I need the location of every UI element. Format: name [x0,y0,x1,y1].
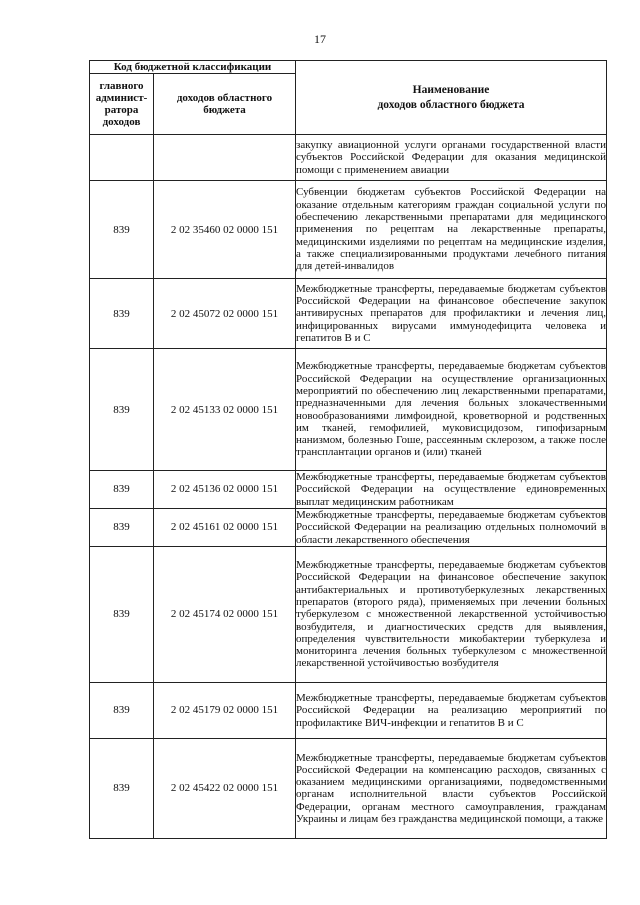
table-row [90,181,607,279]
table-row [90,738,607,838]
header-income-line-1: доходов областного [176,92,273,104]
table-row [90,135,607,181]
cell-income-name: Межбюджетные трансферты, передаваемые бюджетам субъектов Российской Федерации на осуществление единовременных выплат медицинским работникам [296,471,606,508]
cell-income-name: Межбюджетные трансферты, передаваемые бюджетам субъектов Российской Федерации на осуществление организационных мероприятий по обеспечению лиц лекарственными препаратами, предназначенными для лечения больных злокачественными новообразованиями лимфоидной, кроветворной и родственных им тканей, гемофилией, муковисцидозом, гипофизарным нанизмом, болезнью Гоше, рассеянным склерозом, а также после трансплантации органов и (или) тканей [296,349,607,471]
header-admin-line-4: доходов [102,116,141,128]
cell-admin-code: 839 [90,279,154,349]
cell-budget-code: 2 02 45133 02 0000 151 [154,349,296,471]
table-row [90,546,607,682]
cell-admin-code [90,135,154,181]
table-row [90,508,607,546]
cell-budget-code: 2 02 45422 02 0000 151 [154,738,296,838]
header-chief-administrator [90,74,154,135]
header-income-line-2: бюджета [203,104,246,116]
header-admin-line-2: админист- [95,92,148,104]
cell-income-name: Межбюджетные трансферты, передаваемые бюджетам субъектов Российской Федерации на финансовое обеспечение закупок антивирусных препаратов для профилактики и лечения лиц, инфицированных вирусами иммунодефицита человека и гепатитов В и С [296,279,607,349]
header-budget-classification-code: Код бюджетной классификации [90,61,296,74]
page-number: 17 [314,32,326,46]
cell-income-name: Субвенции бюджетам субъектов Российской Федерации на оказание отдельным категориям граждан социальной услуги по обеспечению лекарственными препаратами для медицинского применения по рецептам на лекарственные препараты, медицинскими изделиями по рецептам на медицинские изделия, а также специализированными продуктами лечебного питания для детей-инвалидов [296,181,607,279]
header-name-line-2: доходов областного бюджета [377,98,525,111]
cell-admin-code: 839 [90,738,154,838]
cell-admin-code: 839 [90,471,154,509]
cell-budget-code: 2 02 45174 02 0000 151 [154,546,296,682]
cell-income-name: Межбюджетные трансферты, передаваемые бюджетам субъектов Российской Федерации на финансовое обеспечение закупок антибактериальных и противотуберкулезных лекарственных препаратов (второго ряда), применяемых при лечении больных туберкулезом с множественной лекарственной устойчивостью возбудителя, и диагностических средств для выявления, определения чувствительности микобактерии туберкулеза и мониторинга лечения больных туберкулезом с множественной лекарственной устойчивостью возбудителя [296,546,607,682]
header-income-name [296,61,607,135]
cell-admin-code: 839 [90,682,154,738]
cell-income-name: Межбюджетные трансферты, передаваемые бюджетам субъектов Российской Федерации на реализацию мероприятий по профилактике ВИЧ-инфекции и гепатитов В и С [296,682,607,738]
cell-income-name: закупку авиационной услуги органами государственной власти субъектов Российской Федерации для оказания медицинской помощи с применением авиации [296,135,607,181]
cell-budget-code: 2 02 45179 02 0000 151 [154,682,296,738]
table-row [90,279,607,349]
cell-admin-code: 839 [90,181,154,279]
table-row [90,349,607,471]
cell-budget-code: 2 02 45136 02 0000 151 [154,471,296,509]
cell-budget-code: 2 02 35460 02 0000 151 [154,181,296,279]
cell-admin-code: 839 [90,508,154,546]
header-admin-line-3: ратора [104,104,139,116]
cell-admin-code: 839 [90,349,154,471]
header-name-line-1: Наименование [412,83,490,96]
table-row [90,471,607,509]
cell-admin-code: 839 [90,546,154,682]
table-row [90,682,607,738]
cell-budget-code: 2 02 45072 02 0000 151 [154,279,296,349]
header-regional-budget-income [154,74,296,135]
cell-income-name: Межбюджетные трансферты, передаваемые бюджетам субъектов Российской Федерации на реализацию отдельных полномочий в области лекарственного обеспечения [296,508,606,546]
budget-classification-table [89,60,607,839]
table-header [90,61,607,135]
cell-budget-code: 2 02 45161 02 0000 151 [154,508,296,546]
header-admin-line-1: главного [99,80,144,92]
table-body [90,135,607,839]
cell-budget-code [154,135,296,181]
cell-income-name: Межбюджетные трансферты, передаваемые бюджетам субъектов Российской Федерации на компенсацию расходов, связанных с оказанием медицинскими организациями, подведомственными органам исполнительной власти субъектов Российской Федерации, органам местного самоуправления, гражданам Украины и лицам без гражданства медицинской помощи, а также [296,738,607,838]
